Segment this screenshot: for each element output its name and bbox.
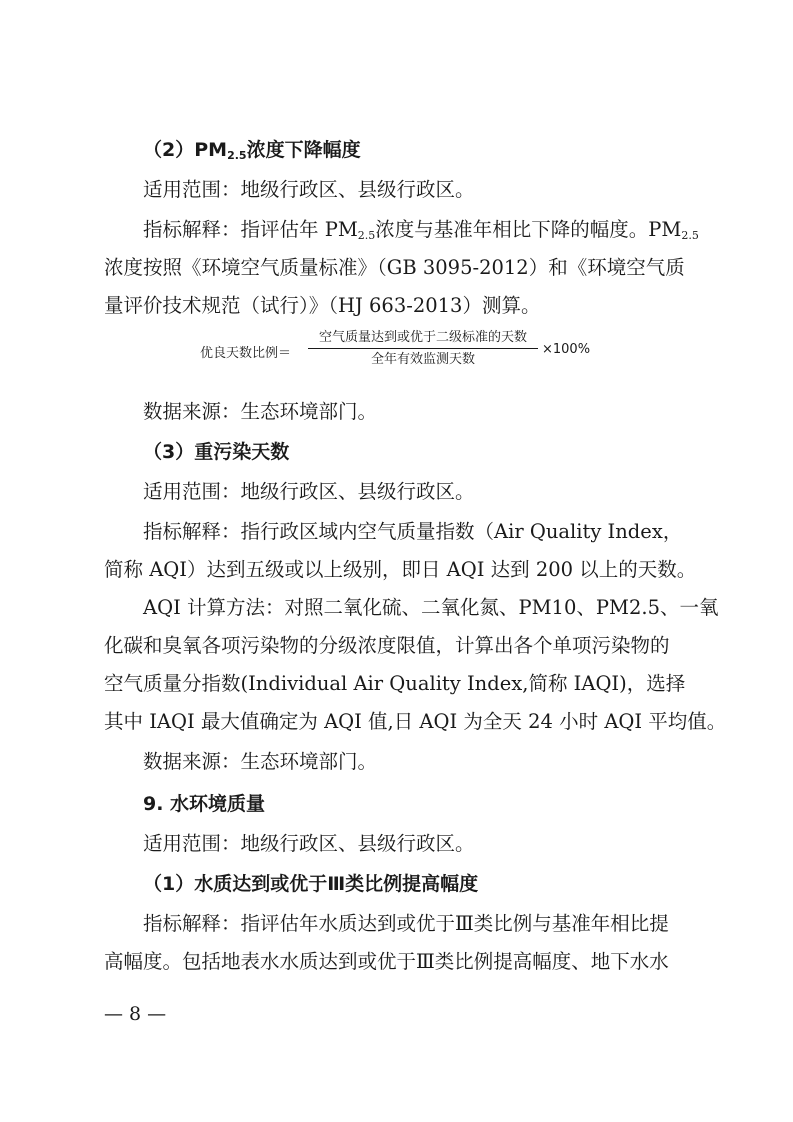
subscript: 2.5 — [681, 229, 699, 242]
scope-text: 适用范围：地级行政区、县级行政区。 — [143, 480, 475, 503]
heading-text: （2）PM — [143, 139, 228, 161]
formula-fraction — [308, 328, 538, 371]
paragraph-line: 其中 IAQI 最大值确定为 AQI 值,日 AQI 为全天 24 小时 AQI 平均值。 — [104, 710, 727, 733]
paragraph-line: 高幅度。包括地表水水质达到或优于Ⅲ类比例提高幅度、地下水水 — [104, 950, 669, 973]
aqi-method: AQI 计算方法：对照二氧化硫、二氧化氮、PM10、PM2.5、一氧 — [143, 596, 719, 619]
formula-lhs: 优良天数比例＝ — [200, 346, 292, 361]
text-run: 浓度与基准年相比下降的幅度。PM — [375, 218, 682, 241]
data-source: 数据来源：生态环境部门。 — [143, 750, 378, 773]
indicator-explanation: 指标解释：指评估年水质达到或优于Ⅲ类比例与基准年相比提 — [143, 912, 669, 935]
paragraph-line: 空气质量分指数(Individual Air Quality Index,简称 IAQI)，选择 — [104, 672, 686, 695]
paragraph-line: 量评价技术规范（试行）》（HJ 663-2013）测算。 — [104, 294, 541, 317]
paragraph-line: 简称 AQI）达到五级或以上级别，即日 AQI 达到 200 以上的天数。 — [104, 558, 697, 581]
paragraph-line: 化碳和臭氧各项污染物的分级浓度限值，计算出各个单项污染物的 — [104, 634, 670, 657]
page-number: — 8 — — [104, 1003, 167, 1025]
section-heading-water: 9. 水环境质量 — [143, 793, 266, 815]
text-run: 指标解释：指评估年 PM — [143, 218, 358, 241]
formula-rhs: ×100% — [542, 342, 591, 357]
ratio-formula — [200, 328, 620, 376]
heading-text: 浓度下降幅度 — [246, 139, 361, 161]
data-source: 数据来源：生态环境部门。 — [143, 400, 378, 423]
subscript: 2.5 — [357, 229, 376, 242]
formula-numerator: 空气质量达到或优于二级标准的天数 — [308, 328, 538, 349]
subscript: 2.5 — [227, 149, 247, 162]
section-heading-pm25 — [143, 136, 733, 170]
indicator-explanation — [143, 216, 733, 250]
section-heading-pollution-days: （3）重污染天数 — [143, 441, 290, 463]
paragraph-line: 浓度按照《环境空气质量标准》（GB 3095-2012）和《环境空气质 — [104, 256, 685, 279]
sub-heading-water-quality: （1）水质达到或优于Ⅲ类比例提高幅度 — [143, 873, 479, 895]
indicator-explanation: 指标解释：指行政区域内空气质量指数（Air Quality Index， — [143, 520, 683, 543]
scope-text: 适用范围：地级行政区、县级行政区。 — [143, 832, 475, 855]
scope-text: 适用范围：地级行政区、县级行政区。 — [143, 178, 475, 201]
formula-denominator: 全年有效监测天数 — [370, 352, 475, 367]
